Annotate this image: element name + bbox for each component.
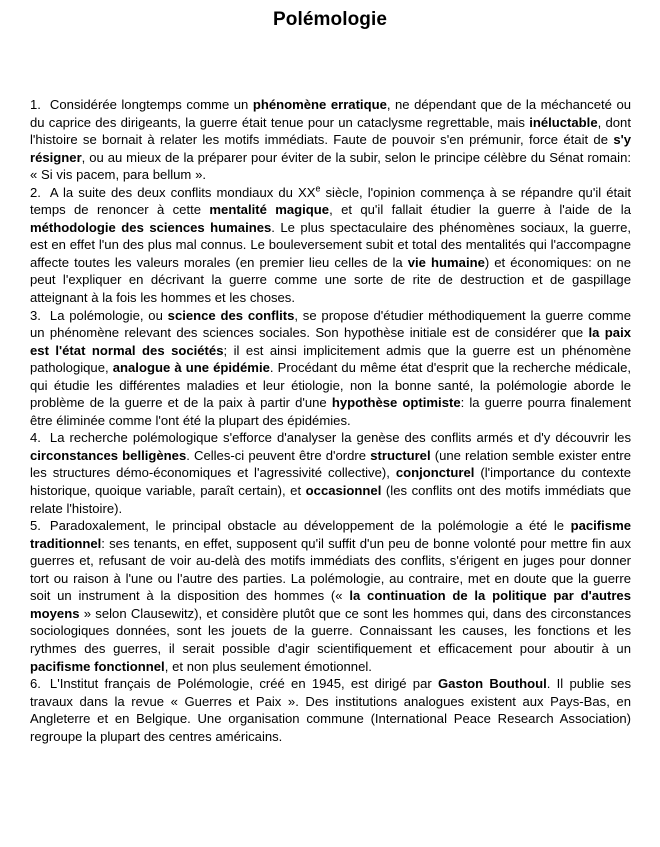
text-run: » selon Clausewitz), et considère plutôt que ce sont les hommes qui, dans des circonstances sociologiques données, sont les jouets de la guerre. Connaissant les causes, les fonctions et les rythmes des guerres, il serait possible d'agir scientifiquement et efficacement pour aboutir à un (30, 605, 631, 656)
text-run: , se propose d'étudier méthodiquement la guerre comme un phénomène relevant des sciences sociales. Son hypothèse initiale est de considérer que (30, 307, 631, 341)
emphasis-term: science des conflits (167, 307, 295, 323)
text-run: La recherche polémologique s'efforce d'analyser la genèse des conflits armés et d'y découvrir les (49, 430, 631, 446)
text-run: La polémologie, ou (49, 307, 168, 323)
text-run: , ne dépendant que de la méchanceté ou du caprice des dirigeants, la guerre était tenue pour un cataclysme regrettable, mais (30, 97, 632, 130)
text-run: . Procédant du même état d'esprit que la recherche médicale, qui étudie les différentes maladies et leur étiologie, non la bonne santé, la polémologie aborde le problème de la guerre et de la paix à partir d'une (30, 360, 631, 411)
paragraph-4 (30, 429, 631, 517)
emphasis-term: circonstances belligènes (30, 447, 187, 463)
text-run: . Celles-ci peuvent être d'ordre (186, 447, 371, 463)
text-run: siècle, l'opinion commença à se répandre qu'il était temps de renoncer à cette (30, 184, 631, 218)
emphasis-term: Gaston Bouthoul (437, 676, 547, 692)
emphasis-term: inéluctable (529, 114, 598, 130)
emphasis-term: analogue à une épidémie (112, 360, 270, 376)
text-run: , ou au mieux de la préparer pour éviter de la subir, selon le principe célèbre du Sénat romain: « Si vis pacem, para bellum ». (30, 149, 631, 183)
paragraph-5 (30, 517, 631, 675)
paragraph-3 (30, 307, 631, 430)
emphasis-term: vie humaine (407, 254, 485, 270)
text-run: , et non plus seulement émotionnel. (164, 658, 372, 674)
text-run: , et qu'il fallait étudier la guerre à l'aide de la (329, 202, 631, 218)
paragraph-number-gap (41, 429, 50, 447)
text-run: (une relation semble exister entre les structures démo-économiques et l'agressivité collective), (30, 447, 631, 481)
paragraph-number-gap (41, 96, 50, 114)
paragraph-number: 2. (30, 184, 41, 200)
emphasis-term: pacifisme traditionnel (30, 518, 631, 551)
emphasis-term: la continuation de la politique par d'autres moyens (30, 588, 631, 621)
paragraph-1 (30, 96, 631, 184)
text-run: ) et économiques: on ne peut l'expliquer en décrivant la guerre comme une sorte de rite de destruction et de gaspillage atteignant à la fois les hommes et les choses. (30, 254, 632, 306)
emphasis-term: occasionnel (305, 483, 382, 499)
emphasis-term: s'y résigner (30, 132, 631, 165)
paragraph-number: 5. (30, 518, 41, 534)
emphasis-term: méthodologie des sciences humaines (30, 219, 272, 235)
paragraph-number-gap (41, 184, 50, 202)
paragraph-6 (30, 675, 631, 745)
text-run: : la guerre pourra finalement être éliminée comme l'ont été la plupart des épidémies. (30, 395, 631, 428)
paragraph-number-gap (41, 517, 50, 535)
superscript-ordinal: e (315, 183, 321, 194)
text-run: . Il publie ses travaux dans la revue « Guerres et Paix ». Des institutions analogues existent aux Pays-Bas, en Angleterre et en Belgique. Une organisation commune (International Peace Research Association) regroupe la plupart des centres américains. (30, 676, 631, 744)
text-run: Paradoxalement, le principal obstacle au développement de la polémologie a été le (49, 518, 571, 534)
emphasis-term: la paix est l'état normal des sociétés (30, 325, 631, 358)
text-run: , dont l'histoire se bornait à relater les motifs immédiats. Faute de pouvoir s'en prémunir, force était de (30, 114, 631, 148)
text-run: : ses tenants, en effet, supposent qu'il suffit d'un peu de bonne volonté pour mettre fin aux guerres et, refusant de voir au-delà des motifs immédiats des conflits, s'érigent en juges pour donner tort ou raison à l'une ou l'autre des parties. La polémologie, au contraire, met en doute que la guerre soit un instrument à la disposition des hommes (« (30, 535, 631, 604)
text-run: A la suite des deux conflits mondiaux du XX (49, 184, 316, 200)
emphasis-term: pacifisme fonctionnel (30, 658, 165, 674)
text-run: Considérée longtemps comme un (49, 97, 253, 112)
paragraph-number: 6. (30, 676, 41, 692)
document-body (30, 96, 631, 745)
paragraph-2 (30, 184, 631, 307)
emphasis-term: hypothèse optimiste (331, 395, 461, 411)
text-run: ; il est ainsi implicitement admis que la guerre est un phénomène pathologique, (30, 342, 631, 376)
emphasis-term: mentalité magique (209, 202, 330, 218)
paragraph-number: 4. (30, 430, 41, 446)
text-run: . Le plus spectaculaire des phénomènes sociaux, la guerre, est en effet l'un des plus mal connus. Le bouleversement subit et total des mentalités qui l'accompagne affecte toutes les valeurs morales (en premier lieu celles de la (30, 219, 631, 270)
paragraph-number: 1. (30, 97, 41, 112)
text-run: L'Institut français de Polémologie, créé en 1945, est dirigé par (49, 676, 438, 692)
text-run: (les conflits ont des motifs immédiats que relate l'histoire). (30, 483, 631, 516)
paragraph-number-gap (41, 675, 50, 693)
text-run: (l'importance du contexte historique, quoique variable, paraît certain), et (30, 465, 631, 499)
page-title: Polémologie (272, 9, 388, 30)
emphasis-term: phénomène erratique (252, 97, 387, 112)
emphasis-term: structurel (370, 447, 431, 463)
paragraph-number: 3. (30, 307, 41, 323)
emphasis-term: conjoncturel (395, 465, 475, 481)
paragraph-number-gap (41, 307, 50, 325)
